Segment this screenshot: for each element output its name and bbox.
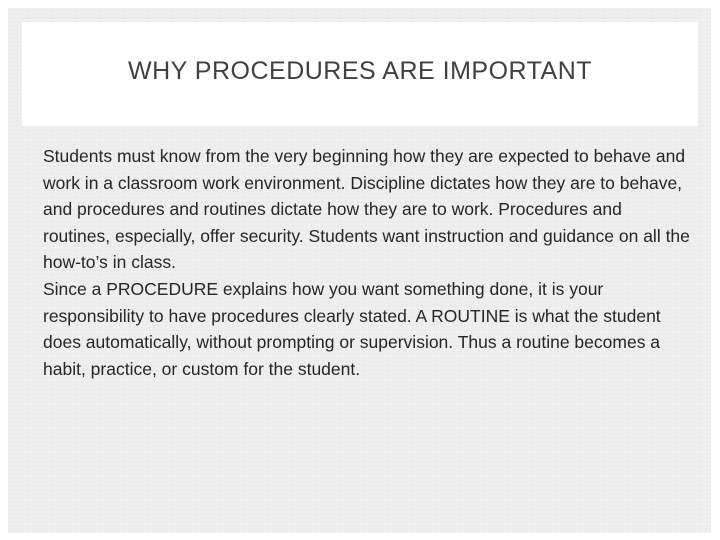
title-box <box>22 22 698 126</box>
slide-body <box>43 143 693 382</box>
body-paragraph-1: Students must know from the very beginning how they are expected to behave and work in a classroom work environment. Discipline dictates how they are to behave, and procedures and routines dictate how they are to work. Procedures and routines, especially, offer security. Students want instruction and guidance on all the how-to’s in class. <box>43 146 690 273</box>
body-paragraph-2: Since a PROCEDURE explains how you want something done, it is your responsibility to have procedures clearly stated. A ROUTINE is what the student does automatically, without prompting or supervision. Thus a routine becomes a habit, practice, or custom for the student. <box>43 278 661 379</box>
slide-title: WHY PROCEDURES ARE IMPORTANT <box>127 56 593 85</box>
